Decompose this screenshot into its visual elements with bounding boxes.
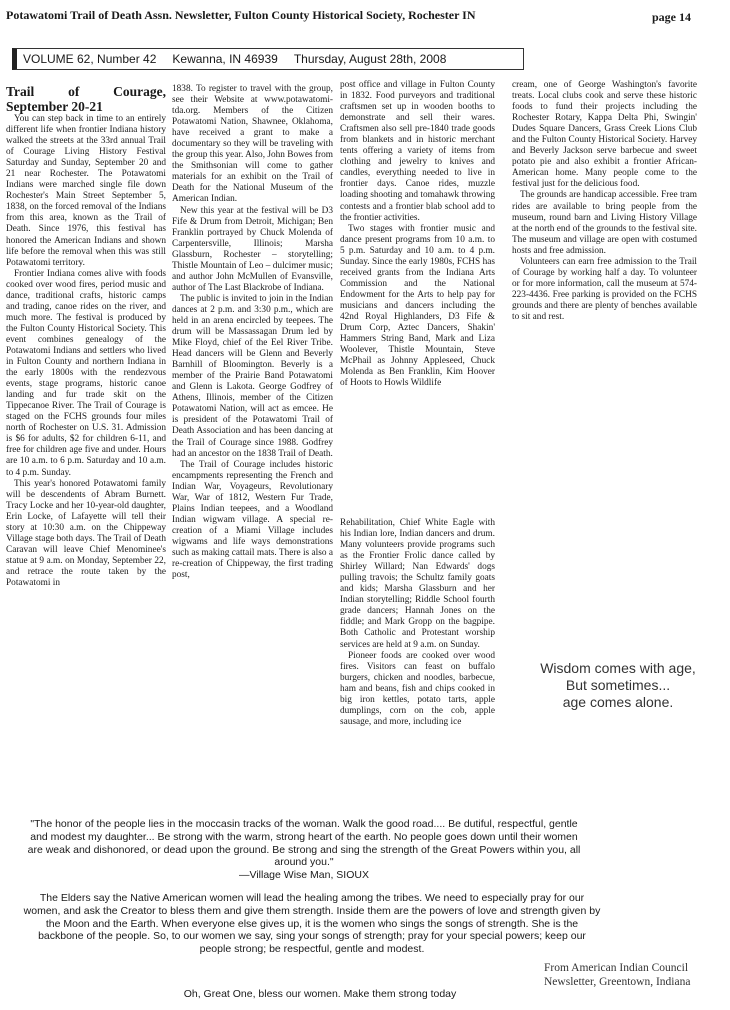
wisdom-line: age comes alone.	[562, 694, 674, 710]
volume-number: VOLUME 62, Number 42	[23, 52, 157, 66]
blessing-line: Oh, Great One, bless our women. Make them strong today	[183, 988, 457, 1000]
article-paragraph: Two stages with frontier music and dance present programs from 10 a.m. to 5 p.m. Saturday and 10 a.m. to 4 p.m. Sunday. Since the early 1980s, FCHS has received grants from the Indiana Arts Commission and the National Endowment for the Arts to help pay for musicians and dancers including the 42nd Royal Highlanders, D3 Fife & Drum Corp, Aztec Dancers, Shakin' Hammers String Band, Mark and Liza Woolever, Thistle Mountain, Steve McPhail as Johnny Appleseed, Chuck Molenda as Ben Franklin, Kim Hoover of Hoots to Howls Wildlife	[340, 223, 495, 389]
article-title: Trail of Courage, September 20-21	[6, 84, 166, 114]
page-number: page 14	[652, 10, 691, 24]
article-paragraph: Rehabilitation, Chief White Eagle with his Indian lore, Indian dancers and drum. Many volunteers provide programs such as the Frontier Frolic dance called by Shirley Willard; Nan Edwards' dogs pulling travois; the Schultz family goats and kids; Marsha Glassburn and her Indian storytelling; Riddle School fourth grade dancers; Hannah Jones on the fiddle; and Mark Gropp on the bagpipe. Both Catholic and Protestant worship services are held at 9 a.m. on Sunday.	[340, 518, 495, 650]
article-paragraph: Volunteers can earn free admission to the Trail of Courage by working half a day. To volunteer or for more information, call the museum at 574-223-4436. Free parking is provided on the FCHS grounds and there are plenty of benches available to sit and rest.	[512, 256, 697, 322]
volume-location: Kewanna, IN 46939	[172, 52, 278, 66]
article-paragraph: New this year at the festival will be D3 Fife & Drum from Detroit, Michigan; Ben Franklin portrayed by Chuck Molenda of Carpentersville, Illinois; Marsha Glassburn, Rochester – storytelling; Thistle Mountain of Leo – dulcimer music; and author John McMullen of Evansville, author of The Last Blackrobe of Indiana.	[172, 205, 333, 293]
article-paragraph: This year's honored Potawatomi family will be descendents of Abram Burnett. Tracy Locke and her 10-year-old daughter, Erin Locke, of Lafayette will tell their story at 10:30 a.m. on the Chippeway Village stage both days. The Trail of Death Caravan will leave Chief Menominee's statue at 9 a.m. on Monday, September 22, and retrace the route taken by the Potawatomi in	[6, 478, 166, 588]
article-paragraph: Pioneer foods are cooked over wood fires. Visitors can feast on buffalo burgers, chicken and noodles, barbecue, ham and beans, fish and chips cooked in big iron kettles, potato tarts, apple dumplings, corn on the cob, apple sausage, and more, including ice	[340, 650, 495, 727]
article-column-3-continued	[340, 518, 495, 808]
elders-quote: The Elders say the Native American women will lead the healing among the tribes. We need to especially pray for our women, and ask the Creator to bless them and give them strength. Inside them are the powers of love and strength given by the Moon and the Earth. When everyone else gives up, it is the women who sings the songs of strength. She is the backbone of the people. So, to our women we say, sing your songs of strength; pray for your special powers; keep our people strong; be respectful, gentle and modest.	[23, 892, 601, 956]
article-paragraph: You can step back in time to an entirely different life when frontier Indiana history walked the streets at the 33rd annual Trail of Courage Living History Festival Saturday and Sunday, September 20 and 21 near Rochester. The Potawatomi Indians were marched single file down Rochester's Main Street September 5, 1838, on the forced removal of the Indians from this area, known as the Trail of Death. Since 1976, this festival has honored the American Indians and shown life before the removal when this was still Potawatomi territory.	[6, 114, 166, 268]
wisdom-line: But sometimes...	[565, 677, 671, 693]
sioux-quote-attribution: —Village Wise Man, SIOUX	[239, 869, 369, 882]
article-paragraph: The public is invited to join in the Indian dances at 2 p.m. and 3:30 p.m., which are held in an arena encircled by teepees. The drum will be Massassagan Drum led by Mike Floyd, chief of the Eel River Tribe. Head dancers will be Glenn and Beverly Barnhill of Bloomington. Beverly is a member of the Prairie Band Potawatomi and Glenn is Lakota. George Godfrey of Athens, Illinois, member of the Citizen Potawatomi Nation, will act as emcee. He is president of the Potawatomi Trail of Death Association and has been dancing at the Trail of Courage since 1988. Godfrey had an ancestor on the 1838 Trail of Death.	[172, 293, 333, 459]
source-credit-line: Newsletter, Greentown, Indiana	[544, 975, 691, 988]
article-paragraph: 1838. To register to travel with the group, see their Website at www.potawatomi-tda.org. Members of the Citizen Potawatomi Nation, Shawnee, Oklahoma, have received a grant to make a documentary so they will be traveling with the group this year. Also, John Bowes from the Smithsonian will come to gather materials for an exhibit on the Trail of Death for the National Museum of the American Indian.	[172, 84, 333, 205]
article-paragraph: post office and village in Fulton County in 1832. Food purveyors and traditional craftsmen set up in wooden booths to demonstrate and sell their wares. Craftsmen also sell pre-1840 trade goods from blankets and in historic merchant tents offering a variety of items from clothing and jewelry to knives and candles, everything needed to live in frontier days. Canoe rides, muzzle loading shooting and tomahawk throwing contests and a frontier blab school add to the frontier activities.	[340, 80, 495, 223]
volume-date: Thursday, August 28th, 2008	[293, 52, 447, 66]
article-paragraph: cream, one of George Washington's favorite treats. Local clubs cook and serve these historic foods to fund their projects including the Rochester Rotary, Kappa Delta Phi, Swingin' Dudes Square Dancers, Grass Creek Lions Club and the Fulton County Historical Society. Harvey and Beverly Jackson serve barbecue and sweet potato pie and also exhibit a frontier African-American home. Many people come to the festival just for the delicious food.	[512, 80, 697, 190]
source-credit	[544, 962, 724, 989]
sioux-quote-text: "The honor of the people lies in the moccasin tracks of the woman. Walk the good road.... Be dutiful, respectful, gentle and modest my daughter... Be strong with the warm, strong heart of the earth. No people goes down until their women are weak and dishonored, or dead upon the ground. Be strong and sing the strength of the Great Powers within you, all around you."	[27, 818, 581, 869]
article-column-4	[512, 80, 697, 500]
sioux-quote	[24, 818, 584, 882]
wisdom-line: Wisdom comes with age,	[540, 660, 696, 676]
article-column-1	[6, 84, 166, 749]
volume-bar	[12, 48, 524, 70]
article-paragraph: The grounds are handicap accessible. Free tram rides are available to bring people from the museum, round barn and Living History Village at the north end of the grounds to the festival site. The museum and village are open with costumed hosts and free admission.	[512, 190, 697, 256]
article-column-3	[340, 80, 495, 518]
article-paragraph: Frontier Indiana comes alive with foods cooked over wood fires, period music and dance, traditional crafts, historic camps and trading, canoe rides on the river, and much more. The festival is produced by the Fulton County Historical Society. This event combines genealogy of the Potawatomi Indians and settlers who lived in Fulton County and northern Indiana in the early 1800s with the rendezvous events, stage programs, historic canoe landing and fur trade skit on the Tippecanoe River. The Trail of Courage is staged on the FCHS grounds four miles north of Rochester on U.S. 31. Admission is $6 for adults, $2 for children 6-11, and free for children age five and under. Hours are 10 a.m. to 6 p.m. Saturday and 10 a.m. to 4 p.m. Sunday.	[6, 268, 166, 478]
source-credit-line: From American Indian Council	[544, 962, 689, 974]
article-column-2	[172, 84, 333, 749]
newsletter-header-title: Potawatomi Trail of Death Assn. Newsletter, Fulton County Historical Society, Rochester IN	[6, 8, 476, 22]
wisdom-quote	[520, 660, 716, 711]
article-paragraph: The Trail of Courage includes historic encampments representing the French and Indian War, Voyageurs, Revolutionary War, War of 1812, Western Fur Trade, Plains Indian teepees, and a Woodland Indian wigwam village. A special re-creation of a Miami Village includes wigwams and life ways demonstrations such as making cattail mats. There is also a re-creation of Chippeway, the first trading post,	[172, 459, 333, 581]
